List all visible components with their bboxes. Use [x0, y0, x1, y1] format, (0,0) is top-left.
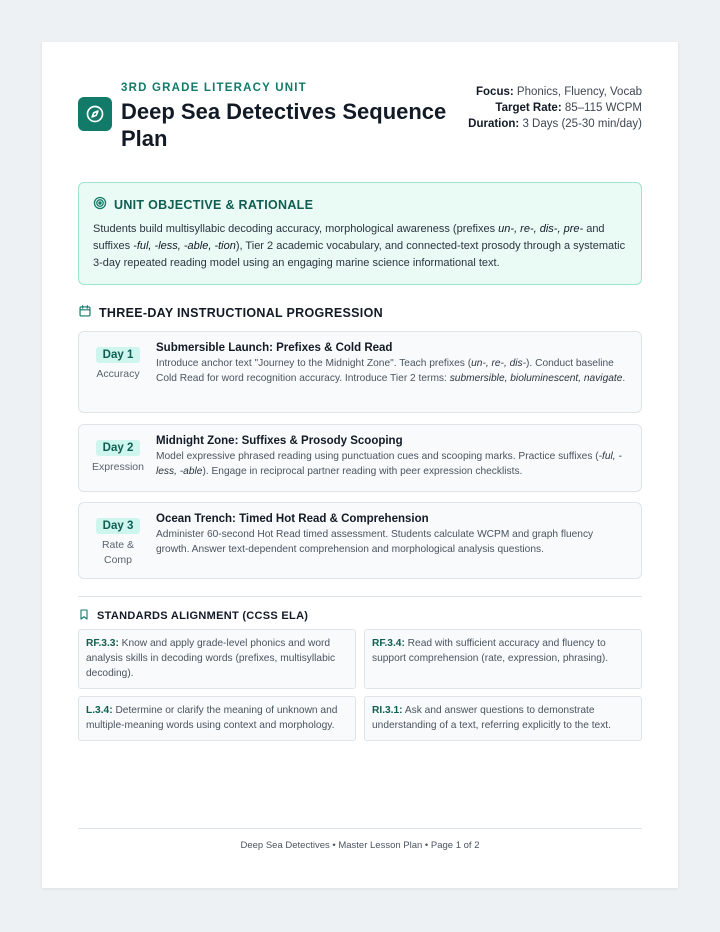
day-text-italic: -ful, -less, -able [156, 451, 622, 477]
meta-duration-value: 3 Days (25-30 min/day) [522, 118, 642, 130]
objective-text-part: and suffixes [93, 223, 605, 252]
progression-heading-text: THREE-DAY INSTRUCTIONAL PROGRESSION [99, 305, 383, 320]
objective-text [93, 221, 627, 272]
meta-rate [452, 100, 642, 116]
objective-heading-text: UNIT OBJECTIVE & RATIONALE [114, 197, 314, 212]
progression-heading [78, 304, 383, 321]
day-text-part: ). Conduct baseline Cold Read for word recognition accuracy. Introduce Tier 2 terms: [156, 358, 614, 384]
section-divider [78, 596, 642, 597]
compass-icon [78, 97, 112, 131]
objective-panel [78, 182, 642, 285]
meta-focus-value: Phonics, Fluency, Vocab [516, 86, 642, 98]
day-tag [79, 345, 157, 382]
day-text-part: Model expressive phrased reading using punctuation cues and scooping marks. Practice suffixes ( [156, 451, 599, 462]
bookmark-icon [78, 608, 90, 624]
objective-suffixes: -ful, -less, -able, -tion [133, 240, 236, 252]
day-tag [79, 516, 157, 568]
day-tag [79, 438, 157, 475]
day-focus: Accuracy [96, 368, 140, 380]
standard-text: Ask and answer questions to demonstrate understanding of a text, referring explicitly to the text. [372, 705, 611, 731]
day-description: Administer 60-second Hot Read timed assessment. Students calculate WCPM and graph fluency growth. Answer text-dependent comprehension and morphological analysis questions. [156, 529, 594, 555]
standard-card [78, 629, 356, 689]
standard-card [78, 696, 356, 741]
meta-rate-label: Target Rate: [495, 102, 562, 114]
page-title: Deep Sea Detectives Sequence Plan [121, 99, 447, 151]
meta-rate-value: 85–115 WCPM [564, 102, 642, 114]
standard-code: RF.3.4: [372, 638, 405, 649]
objective-heading [93, 196, 627, 213]
day-focus: Rate & Comp [101, 539, 135, 566]
day-body [156, 342, 629, 386]
standard-card [364, 696, 642, 741]
standard-code: L.3.4: [86, 705, 113, 716]
day-card [78, 502, 642, 579]
day-text-italic: un-, re-, dis- [471, 358, 527, 369]
day-badge: Day 1 [96, 347, 141, 363]
standard-text: Know and apply grade-level phonics and word analysis skills in decoding words (prefixes, multisyllabic decoding). [86, 638, 336, 679]
day-text-italic: submersible, bioluminescent, navigate [449, 372, 623, 384]
day-description [156, 357, 629, 386]
meta-focus [452, 84, 642, 100]
day-body [156, 513, 629, 557]
day-text-part: Introduce anchor text "Journey to the Midnight Zone". Teach prefixes ( [156, 358, 472, 369]
objective-text-part: Students build multisyllabic decoding accuracy, morphological awareness (prefixes [93, 223, 499, 235]
footer-divider [78, 828, 642, 829]
meta-duration [452, 116, 642, 132]
day-text-part: ). Engage in reciprocal partner reading with peer expression checklists. [202, 465, 523, 477]
lesson-plan-page [42, 42, 678, 888]
objective-text-part: ), Tier 2 academic vocabulary, and connected-text prosody through a systematic 3-day repeated reading model using an engaging marine science informational text. [93, 240, 626, 269]
standards-heading-text: STANDARDS ALIGNMENT (CCSS ELA) [97, 610, 309, 622]
day-text-part: . [622, 372, 626, 384]
standard-code: RF.3.3: [86, 638, 119, 649]
calendar-icon [78, 304, 92, 321]
day-badge: Day 3 [96, 518, 141, 534]
standard-code: RI.3.1: [372, 705, 403, 716]
day-title: Submersible Launch: Prefixes & Cold Read [156, 342, 393, 354]
day-focus: Expression [92, 461, 144, 473]
page-footer: Deep Sea Detectives • Master Lesson Plan • Page 1 of 2 [240, 840, 480, 851]
day-badge: Day 2 [96, 440, 141, 456]
standard-text: Determine or clarify the meaning of unknown and multiple-meaning words using context and morphology. [86, 705, 338, 731]
unit-meta [452, 84, 642, 132]
standard-text: Read with sufficient accuracy and fluency to support comprehension (rate, expression, phrasing). [372, 638, 609, 664]
unit-kicker: 3RD GRADE LITERACY UNIT [121, 82, 307, 94]
objective-prefixes: un-, re-, dis-, pre- [498, 223, 584, 235]
meta-duration-label: Duration: [468, 118, 520, 130]
target-icon [93, 196, 107, 213]
day-title: Midnight Zone: Suffixes & Prosody Scooping [156, 435, 403, 447]
standards-heading [78, 608, 308, 624]
standard-card [364, 629, 642, 689]
day-description [156, 450, 629, 479]
day-card [78, 424, 642, 492]
day-card [78, 331, 642, 413]
day-title: Ocean Trench: Timed Hot Read & Comprehension [156, 513, 429, 525]
day-body [156, 435, 629, 479]
page-header [78, 82, 642, 164]
meta-focus-label: Focus: [476, 86, 514, 98]
